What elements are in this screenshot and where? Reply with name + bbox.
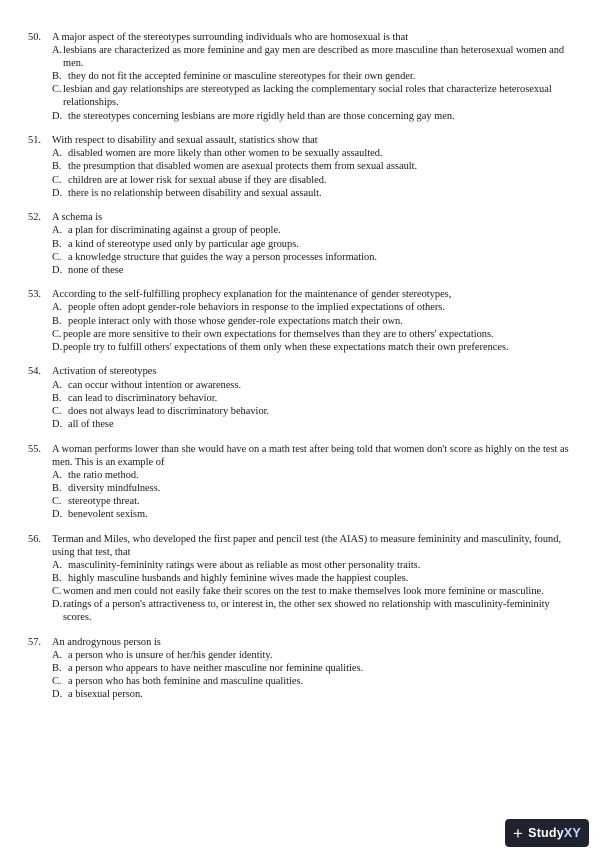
answer-option bbox=[28, 44, 580, 70]
answer-option bbox=[28, 251, 580, 264]
option-letter: B. bbox=[52, 238, 62, 250]
question-stem-row bbox=[28, 365, 580, 378]
answer-option bbox=[28, 598, 580, 624]
option-text: all of these bbox=[68, 418, 114, 430]
question-number: 51. bbox=[28, 135, 41, 147]
answer-option bbox=[28, 418, 580, 431]
question-number: 50. bbox=[28, 32, 41, 43]
option-text: disabled women are more likely than other women to be sexually assaulted. bbox=[68, 148, 383, 160]
plus-icon: + bbox=[513, 823, 524, 843]
question-stem: A schema is bbox=[52, 212, 103, 224]
answer-option bbox=[28, 482, 580, 495]
option-letter: D. bbox=[52, 341, 63, 353]
option-letter: B. bbox=[52, 71, 62, 83]
option-letter: B. bbox=[52, 315, 62, 327]
question-stem-row bbox=[28, 31, 580, 44]
answer-option bbox=[28, 649, 580, 662]
answer-option bbox=[28, 585, 580, 598]
question-item bbox=[28, 134, 580, 199]
question-stem: With respect to disability and sexual assault, statistics show that bbox=[52, 135, 318, 147]
option-letter: B. bbox=[52, 663, 62, 675]
option-letter: B. bbox=[52, 482, 62, 494]
option-text: children are at lower risk for sexual abuse if they are disabled. bbox=[68, 174, 327, 186]
option-text: people interact only with those whose gender-role expectations match their own. bbox=[68, 315, 403, 327]
option-text: none of these bbox=[68, 264, 124, 276]
answer-option bbox=[28, 572, 580, 585]
question-item bbox=[28, 443, 580, 522]
answer-option bbox=[28, 301, 580, 314]
option-text: people try to fulfill others' expectations of them only when these expectations match their own preferences. bbox=[63, 341, 509, 353]
question-stem-row bbox=[28, 134, 580, 147]
answer-option bbox=[28, 508, 580, 521]
answer-option bbox=[28, 264, 580, 277]
option-letter: B. bbox=[52, 392, 62, 404]
question-stem: Terman and Miles, who developed the first paper and pencil test (the AIAS) to measure femininity and masculinity, found, using that test, that bbox=[52, 533, 562, 558]
option-text: lesbians are characterized as more feminine and gay men are described as more masculine than heterosexual women and men. bbox=[63, 45, 565, 70]
answer-option bbox=[28, 110, 580, 123]
question-number: 53. bbox=[28, 289, 41, 301]
answer-option bbox=[28, 469, 580, 482]
option-text: does not always lead to discriminatory behavior. bbox=[68, 405, 270, 417]
option-letter: D. bbox=[52, 418, 63, 430]
question-item bbox=[28, 636, 580, 701]
option-letter: A. bbox=[52, 45, 63, 57]
answer-option bbox=[28, 147, 580, 160]
question-page bbox=[28, 31, 580, 713]
option-letter: A. bbox=[52, 650, 63, 661]
answer-option bbox=[28, 83, 580, 109]
question-stem: A major aspect of the stereotypes surrounding individuals who are homosexual is that bbox=[52, 32, 409, 43]
question-item bbox=[28, 365, 580, 430]
option-letter: D. bbox=[52, 689, 63, 701]
question-item bbox=[28, 211, 580, 276]
option-text: diversity mindfulness. bbox=[68, 482, 161, 494]
question-stem-row bbox=[28, 443, 580, 469]
option-text: ratings of a person's attractiveness to, or interest in, the other sex showed no relationship with masculinity-femininity scores. bbox=[63, 599, 550, 624]
option-letter: B. bbox=[52, 572, 62, 584]
option-letter: A. bbox=[52, 225, 63, 237]
option-text: benevolent sexism. bbox=[68, 508, 148, 520]
answer-option bbox=[28, 174, 580, 187]
answer-option bbox=[28, 559, 580, 572]
option-letter: C. bbox=[52, 328, 62, 340]
question-item bbox=[28, 288, 580, 353]
option-text: people are more sensitive to their own expectations for themselves than they are to others' expectations. bbox=[63, 328, 494, 340]
answer-option bbox=[28, 405, 580, 418]
answer-option bbox=[28, 341, 580, 354]
option-letter: C. bbox=[52, 676, 62, 688]
option-letter: A. bbox=[52, 302, 63, 314]
answer-option bbox=[28, 224, 580, 237]
answer-option bbox=[28, 328, 580, 341]
option-letter: C. bbox=[52, 495, 62, 507]
answer-option bbox=[28, 315, 580, 328]
option-text: women and men could not easily fake their scores on the test to make themselves look more feminine or masculine. bbox=[63, 586, 544, 598]
question-list bbox=[28, 31, 580, 701]
option-letter: D. bbox=[52, 599, 63, 611]
option-text: a person who appears to have neither masculine nor feminine qualities. bbox=[68, 663, 364, 675]
option-text: a person who is unsure of her/his gender identity. bbox=[68, 650, 273, 661]
question-item bbox=[28, 31, 580, 123]
option-letter: C. bbox=[52, 174, 62, 186]
option-letter: D. bbox=[52, 187, 63, 199]
question-stem-row bbox=[28, 211, 580, 224]
option-text: the presumption that disabled women are asexual protects them from sexual assault. bbox=[68, 161, 418, 173]
option-letter: A. bbox=[52, 559, 63, 571]
option-text: stereotype threat. bbox=[68, 495, 140, 507]
option-letter: C. bbox=[52, 251, 62, 263]
option-text: a knowledge structure that guides the way a person processes information. bbox=[68, 251, 378, 263]
option-text: highly masculine husbands and highly feminine wives made the happiest couples. bbox=[68, 572, 409, 584]
brand-name-accent: XY bbox=[563, 826, 581, 840]
option-letter: A. bbox=[52, 148, 63, 160]
answer-option bbox=[28, 662, 580, 675]
question-stem: Activation of stereotypes bbox=[52, 366, 157, 378]
question-item bbox=[28, 533, 580, 625]
question-number: 56. bbox=[28, 533, 41, 545]
answer-option bbox=[28, 675, 580, 688]
option-text: there is no relationship between disability and sexual assault. bbox=[68, 187, 322, 199]
brand-name-main: Study bbox=[528, 826, 564, 840]
question-stem-row bbox=[28, 636, 580, 649]
studyxy-logo[interactable] bbox=[505, 819, 589, 847]
option-text: the stereotypes concerning lesbians are more rigidly held than are those concerning gay men. bbox=[68, 110, 455, 122]
option-letter: D. bbox=[52, 264, 63, 276]
answer-option bbox=[28, 379, 580, 392]
option-text: a bisexual person. bbox=[68, 689, 143, 701]
option-text: they do not fit the accepted feminine or masculine stereotypes for their own gender. bbox=[68, 71, 416, 83]
answer-option bbox=[28, 70, 580, 83]
question-number: 55. bbox=[28, 443, 41, 455]
question-number: 54. bbox=[28, 366, 41, 378]
option-text: a person who has both feminine and masculine qualities. bbox=[68, 676, 304, 688]
question-stem-row bbox=[28, 533, 580, 559]
answer-option bbox=[28, 238, 580, 251]
option-letter: D. bbox=[52, 508, 63, 520]
answer-option bbox=[28, 160, 580, 173]
option-letter: C. bbox=[52, 586, 62, 598]
question-stem: According to the self-fulfilling prophecy explanation for the maintenance of gender stereotypes, bbox=[52, 289, 452, 301]
option-letter: C. bbox=[52, 405, 62, 417]
answer-option bbox=[28, 688, 580, 701]
option-letter: A. bbox=[52, 469, 63, 481]
option-letter: A. bbox=[52, 379, 63, 391]
option-letter: B. bbox=[52, 161, 62, 173]
answer-option bbox=[28, 392, 580, 405]
answer-option bbox=[28, 187, 580, 200]
option-text: a kind of stereotype used only by particular age groups. bbox=[68, 238, 299, 250]
option-text: lesbian and gay relationships are stereotyped as lacking the complementary social roles that characterize heterosexual relationships. bbox=[63, 84, 552, 109]
option-text: people often adopt gender-role behaviors in response to the implied expectations of others. bbox=[68, 302, 445, 314]
option-letter: D. bbox=[52, 110, 63, 122]
question-number: 52. bbox=[28, 212, 41, 224]
question-stem: A woman performs lower than she would have on a math test after being told that women don't score as highly on the test as men. This is an example of bbox=[52, 443, 569, 468]
option-text: can lead to discriminatory behavior. bbox=[68, 392, 218, 404]
option-text: the ratio method. bbox=[68, 469, 139, 481]
question-number: 57. bbox=[28, 636, 41, 648]
option-text: masculinity-femininity ratings were about as reliable as most other personality traits. bbox=[68, 559, 421, 571]
question-stem: An androgynous person is bbox=[52, 636, 161, 648]
option-text: a plan for discriminating against a group of people. bbox=[68, 225, 281, 237]
question-stem-row bbox=[28, 288, 580, 301]
answer-option bbox=[28, 495, 580, 508]
option-text: can occur without intention or awareness. bbox=[68, 379, 242, 391]
option-letter: C. bbox=[52, 84, 62, 96]
